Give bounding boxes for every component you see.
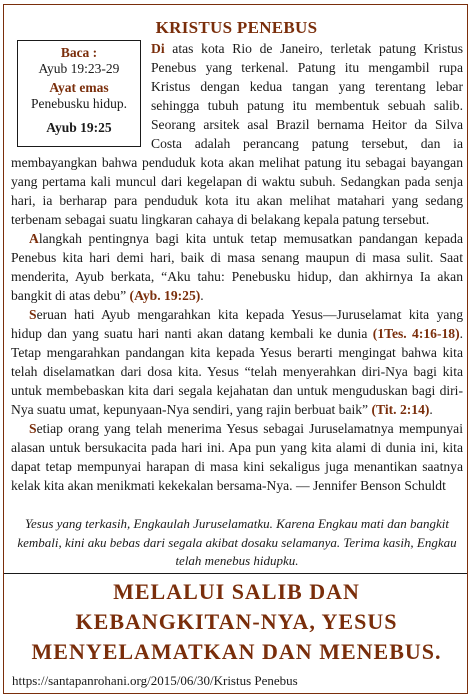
paragraph-text: etiap orang yang telah menerima Yesus sebagai Juruselamatnya mempunyai alasan untuk bersukacita pada hari ini. Apa pun yang kita alami di dunia ini, kita dapat tetap mempunyai harapan di masa kini sekaligus juga menantikan saatnya kelak kita akan menikmati kekekalan bersama-Nya. — Jennifer Benson Schuldt — [11, 421, 463, 493]
page-title: KRISTUS PENEBUS — [155, 18, 318, 37]
scripture-ref: (Tit. 2:14) — [371, 402, 430, 417]
headline-line: MELALUI SALIB DAN — [113, 579, 360, 604]
paragraph-text: eruan hati Ayub mengarahkan kita kepada Yesus—Juruselamat kita yang hidup dan yang suatu hari nanti akan datang kembali ke dunia — [11, 307, 463, 341]
devotional-body — [11, 39, 463, 495]
paragraph-3 — [11, 305, 463, 419]
divider — [4, 573, 467, 574]
source-url[interactable]: https://santapanrohani.org/2015/06/30/Kristus Penebus — [12, 673, 298, 688]
paragraph-text: . Tetap mengarahkan pandangan kita kepada Yesus berarti mengingat bahwa kita telah diselamatkan dari dosa kita. Yesus “telah menyerahkan diri-Nya bagi kita untuk membebaskan kita dari segala kejahatan dan untuk menguduskan bagi diri-Nya suatu umat, kepunyaan-Nya sendiri, yang rajin berbuat baik” — [11, 326, 463, 417]
punct: . — [200, 288, 204, 303]
punct: . — [429, 402, 433, 417]
scripture-ref: (1Tes. 4:16-18) — [372, 326, 460, 341]
verse-text: Penebusku hidup. — [31, 96, 127, 111]
paragraph-text: atas kota Rio de Janeiro, terletak patung Kristus Penebus yang terkenal. Patung itu mengambil rupa Kristus dengan kedua tangan yang terentang lebar sehingga tubuh patung itu membentuk sebuah salib. Seorang arsitek asal Brazil bernama Heitor da Silva Costa adalah perancang patung tersebut, dan ia membayangkan bahwa penduduk kota akan melihat patung itu sebagai bayangan yang pertama kali muncul dari kegelapan di waktu subuh. Sedangkan pada senja hari, ia berharap para penduduk kota itu akan melihat matahari yang sedang terbenam sebagai suatu lingkaran cahaya di belakang kepala patung tersebut. — [11, 41, 463, 227]
headline-line: MENYELAMATKAN DAN MENEBUS. — [31, 639, 442, 664]
headline-line: KEBANGKITAN-NYA, YESUS — [75, 609, 398, 634]
paragraph-2 — [11, 229, 463, 305]
drop-letter: S — [29, 307, 37, 322]
paragraph-4 — [11, 419, 463, 495]
verse-label: Ayat emas — [49, 80, 109, 95]
prayer-text: Yesus yang terkasih, Engkaulah Juruselamatku. Karena Engkau mati dan bangkit kembali, kini aku bebas dari segala akibat dosaku selamanya. Terima kasih, Engkau telah menebus hidupku. — [17, 516, 457, 568]
drop-letter: S — [29, 421, 37, 436]
drop-letter: A — [29, 231, 39, 246]
scripture-ref: (Ayb. 19:25) — [129, 288, 201, 303]
paragraph-text: langkah pentingnya bagi kita untuk tetap memusatkan pandangan kepada Penebus kita hari demi hari, baik di masa senang maupun di masa sulit. Saat menderita, Ayub berkata, “Aku tahu: Penebusku hidup, dan akhirnya Ia akan bangkit di atas debu” — [11, 231, 463, 303]
verse-reference: Ayub 19:25 — [46, 120, 112, 135]
drop-letter: Di — [151, 41, 165, 56]
read-reference: Ayub 19:23-29 — [38, 61, 120, 76]
read-label: Baca : — [60, 45, 98, 60]
headline — [0, 577, 473, 667]
